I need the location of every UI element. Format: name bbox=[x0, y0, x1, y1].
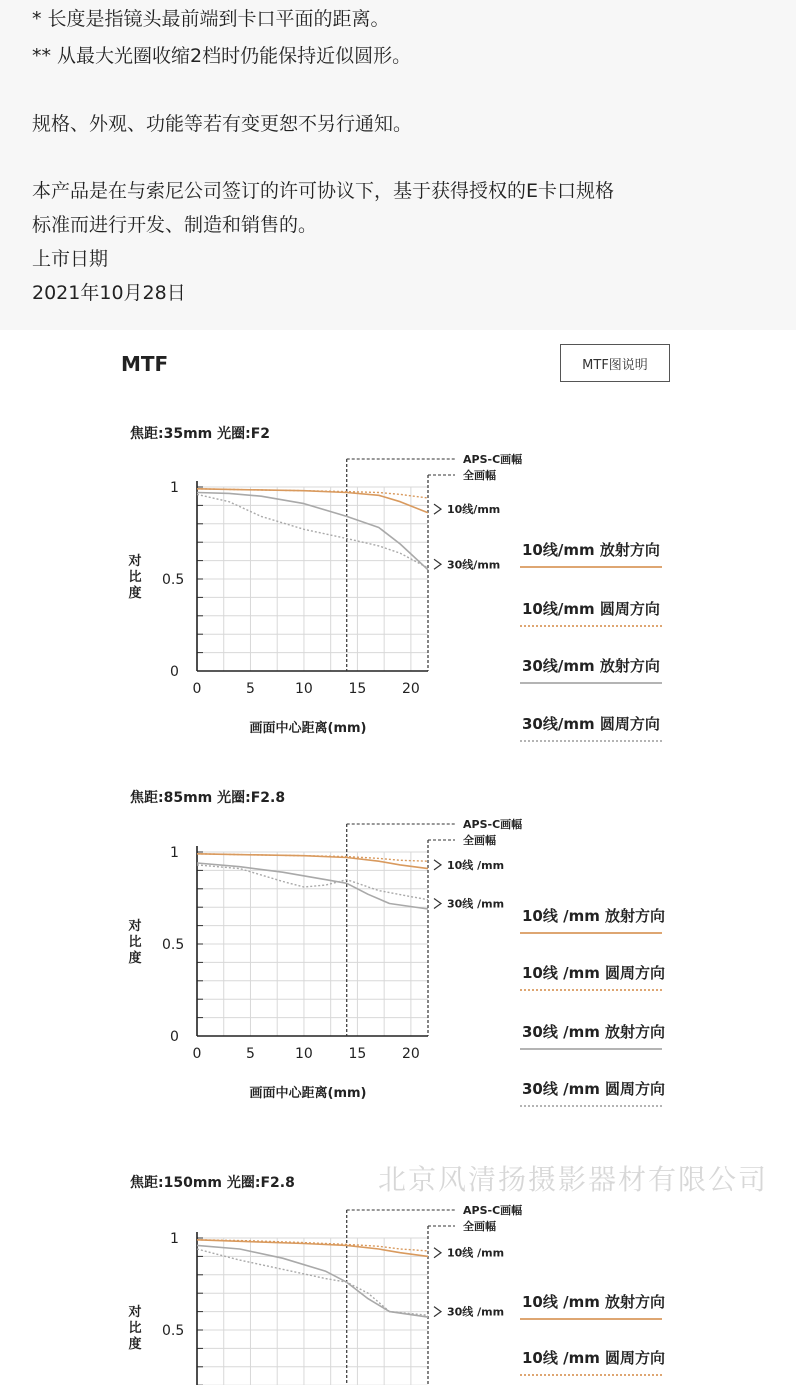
legend-label-1: 10线 /mm 放射方向 bbox=[522, 1293, 666, 1311]
full-frame-label: 全画幅 bbox=[463, 1220, 496, 1233]
note-license-2: 标准而进行开发、制造和销售的。 bbox=[32, 214, 318, 236]
x-tick-label: 10 bbox=[295, 1046, 313, 1062]
legend-label-1: 10线 /mm 放射方向 bbox=[522, 907, 666, 925]
y-tick-label: 0.5 bbox=[162, 572, 185, 588]
aps-c-label: APS-C画幅 bbox=[463, 818, 523, 831]
y-tick-label: 0 bbox=[170, 1029, 179, 1045]
chart-title: 焦距:85mm 光圈:F2.8 bbox=[130, 790, 286, 806]
x-tick-label: 0 bbox=[192, 681, 202, 697]
x-axis-label: 画面中心距离(mm) bbox=[249, 721, 367, 736]
legend-label-3: 30线/mm 放射方向 bbox=[522, 657, 660, 675]
chevron-right-icon bbox=[434, 1307, 441, 1317]
line-label-10: 10线 /mm bbox=[447, 858, 505, 872]
x-tick-label: 20 bbox=[401, 681, 420, 697]
legend-label-2: 10线/mm 圆周方向 bbox=[522, 600, 660, 618]
line-label-30: 30线/mm bbox=[447, 558, 501, 572]
chart-title: 焦距:150mm 光圈:F2.8 bbox=[130, 1175, 295, 1191]
line-label-10: 10线 /mm bbox=[447, 1246, 505, 1260]
chart-title: 焦距:35mm 光圈:F2 bbox=[130, 426, 271, 442]
y-axis-label: 对 bbox=[128, 919, 142, 934]
x-tick-label: 0 bbox=[192, 1046, 202, 1062]
legend-label-4: 30线 /mm 圆周方向 bbox=[522, 1080, 666, 1098]
legend-label-1: 10线/mm 放射方向 bbox=[522, 541, 660, 559]
x-tick-label: 5 bbox=[246, 1046, 255, 1062]
watermark: 北京风清扬摄影器材有限公司 bbox=[378, 1163, 769, 1196]
y-tick-label: 0 bbox=[170, 664, 179, 680]
y-tick-label: 0.5 bbox=[162, 937, 185, 953]
y-tick-label: 1 bbox=[170, 845, 179, 861]
y-axis-label: 比 bbox=[128, 1321, 142, 1336]
chevron-right-icon bbox=[434, 1248, 441, 1258]
line-label-30: 30线 /mm bbox=[447, 1305, 505, 1319]
release-date-label: 上市日期 bbox=[32, 248, 109, 270]
line-label-10: 10线/mm bbox=[447, 503, 501, 517]
legend-label-4: 30线/mm 圆周方向 bbox=[522, 715, 660, 733]
y-axis-label: 对 bbox=[128, 1305, 142, 1320]
y-tick-label: 1 bbox=[170, 480, 179, 496]
y-axis-label: 对 bbox=[128, 554, 142, 569]
y-axis-label: 比 bbox=[128, 935, 142, 950]
mtf-title: MTF bbox=[121, 352, 169, 376]
aps-c-label: APS-C画幅 bbox=[463, 1204, 523, 1217]
y-tick-label: 1 bbox=[170, 1231, 179, 1247]
x-tick-label: 15 bbox=[348, 1046, 367, 1062]
x-tick-label: 5 bbox=[246, 681, 255, 697]
note-length: * 长度是指镜头最前端到卡口平面的距离。 bbox=[32, 8, 390, 30]
line-label-30: 30线 /mm bbox=[447, 897, 505, 911]
release-date-value: 2021年10月28日 bbox=[32, 282, 186, 304]
y-tick-label: 0.5 bbox=[162, 1323, 185, 1339]
mtf-explanation-button[interactable]: MTF图说明 bbox=[560, 344, 670, 382]
note-spec-change: 规格、外观、功能等若有变更恕不另行通知。 bbox=[32, 113, 413, 135]
note-license-1: 本产品是在与索尼公司签订的许可协议下，基于获得授权的E卡口规格 bbox=[32, 180, 615, 202]
full-frame-label: 全画幅 bbox=[463, 469, 496, 482]
x-axis-label: 画面中心距离(mm) bbox=[249, 1086, 367, 1101]
x-tick-label: 15 bbox=[348, 681, 367, 697]
y-axis-label: 度 bbox=[128, 1337, 142, 1352]
full-frame-label: 全画幅 bbox=[463, 834, 496, 847]
x-tick-label: 20 bbox=[401, 1046, 420, 1062]
y-axis-label: 比 bbox=[128, 570, 142, 585]
legend-label-2: 10线 /mm 圆周方向 bbox=[522, 964, 666, 982]
y-axis-label: 度 bbox=[128, 951, 142, 966]
series-line-4 bbox=[197, 1249, 428, 1315]
legend-label-2: 10线 /mm 圆周方向 bbox=[522, 1349, 666, 1367]
aps-c-label: APS-C画幅 bbox=[463, 453, 523, 466]
legend-label-3: 30线 /mm 放射方向 bbox=[522, 1023, 666, 1041]
x-tick-label: 10 bbox=[295, 681, 313, 697]
y-axis-label: 度 bbox=[128, 586, 142, 601]
note-aperture: ** 从最大光圈收缩2档时仍能保持近似圆形。 bbox=[32, 45, 412, 67]
